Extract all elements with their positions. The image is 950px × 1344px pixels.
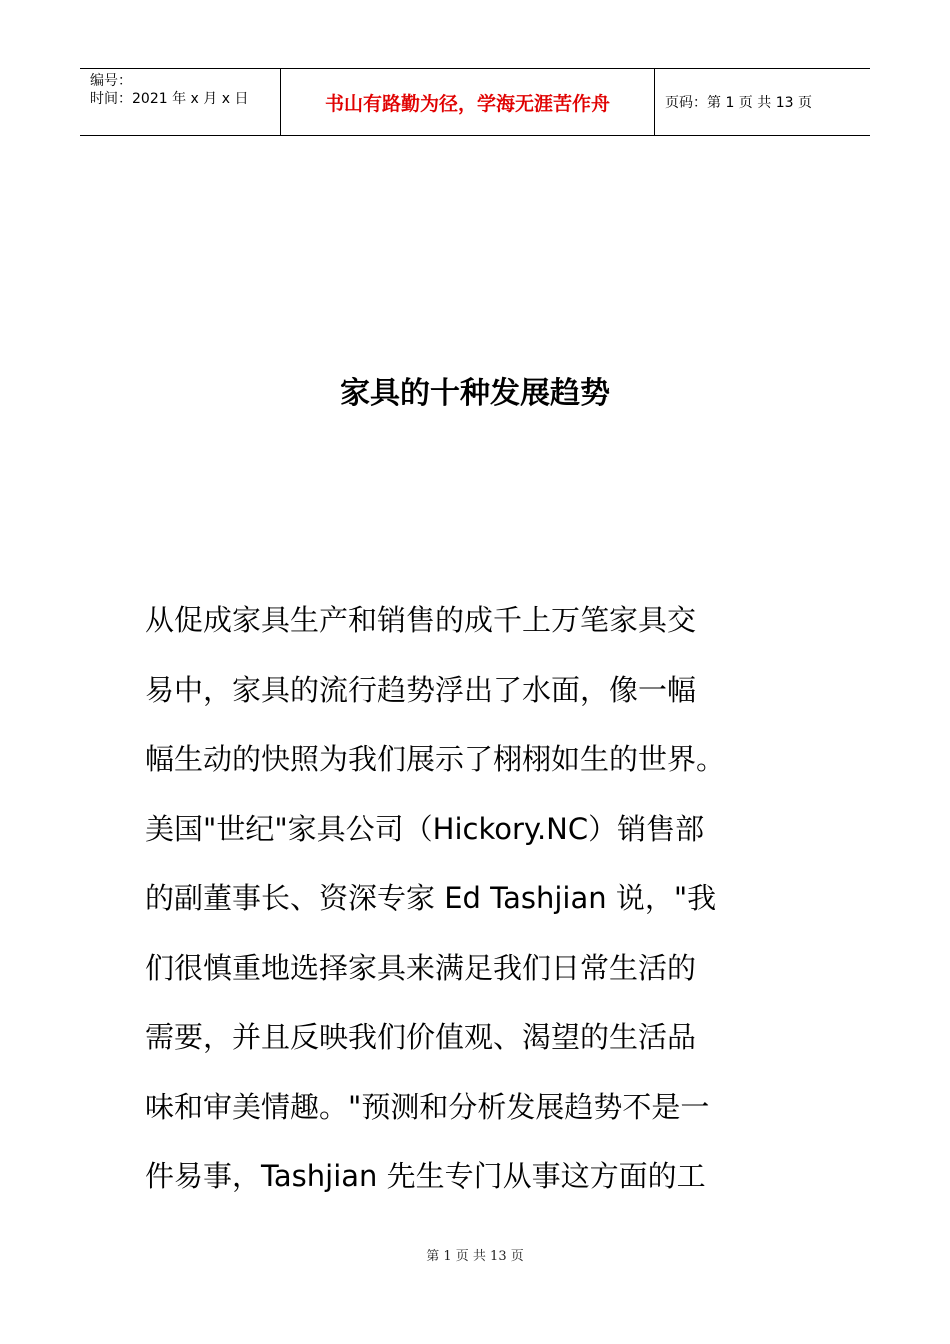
document-number-label: 编号： xyxy=(90,73,132,89)
document-title: 家具的十种发展趋势 xyxy=(340,376,610,411)
page-footer: 第 1 页 共 13 页 xyxy=(426,1249,524,1264)
body-line: 需要，并且反映我们价值观、渴望的生活品 xyxy=(145,1020,697,1054)
body-line: 美国"世纪"家具公司（Hickory.NC）销售部 xyxy=(145,811,705,846)
document-time-label: 时间：2021 年 x 月 x 日 xyxy=(90,91,249,107)
header-page-info: 页码：第 1 页 共 13 页 xyxy=(665,95,812,111)
header-meta xyxy=(80,69,281,135)
body-line: 味和审美情趣。"预测和分析发展趋势不是一 xyxy=(145,1089,710,1124)
header-motto: 书山有路勤为径，学海无涯苦作舟 xyxy=(281,69,655,135)
body-line: 的副董事长、资深专家 Ed Tashjian 说，"我 xyxy=(145,881,717,915)
body-line: 件易事，Tashjian 先生专门从事这方面的工 xyxy=(145,1159,706,1193)
body-line: 从促成家具生产和销售的成千上万笔家具交 xyxy=(145,603,697,637)
body-line: 幅生动的快照为我们展示了栩栩如生的世界。 xyxy=(145,742,726,776)
document-body xyxy=(145,586,810,1212)
body-line: 们很慎重地选择家具来满足我们日常生活的 xyxy=(145,950,697,985)
page-header xyxy=(80,68,870,136)
body-line: 易中，家具的流行趋势浮出了水面，像一幅 xyxy=(145,672,697,707)
